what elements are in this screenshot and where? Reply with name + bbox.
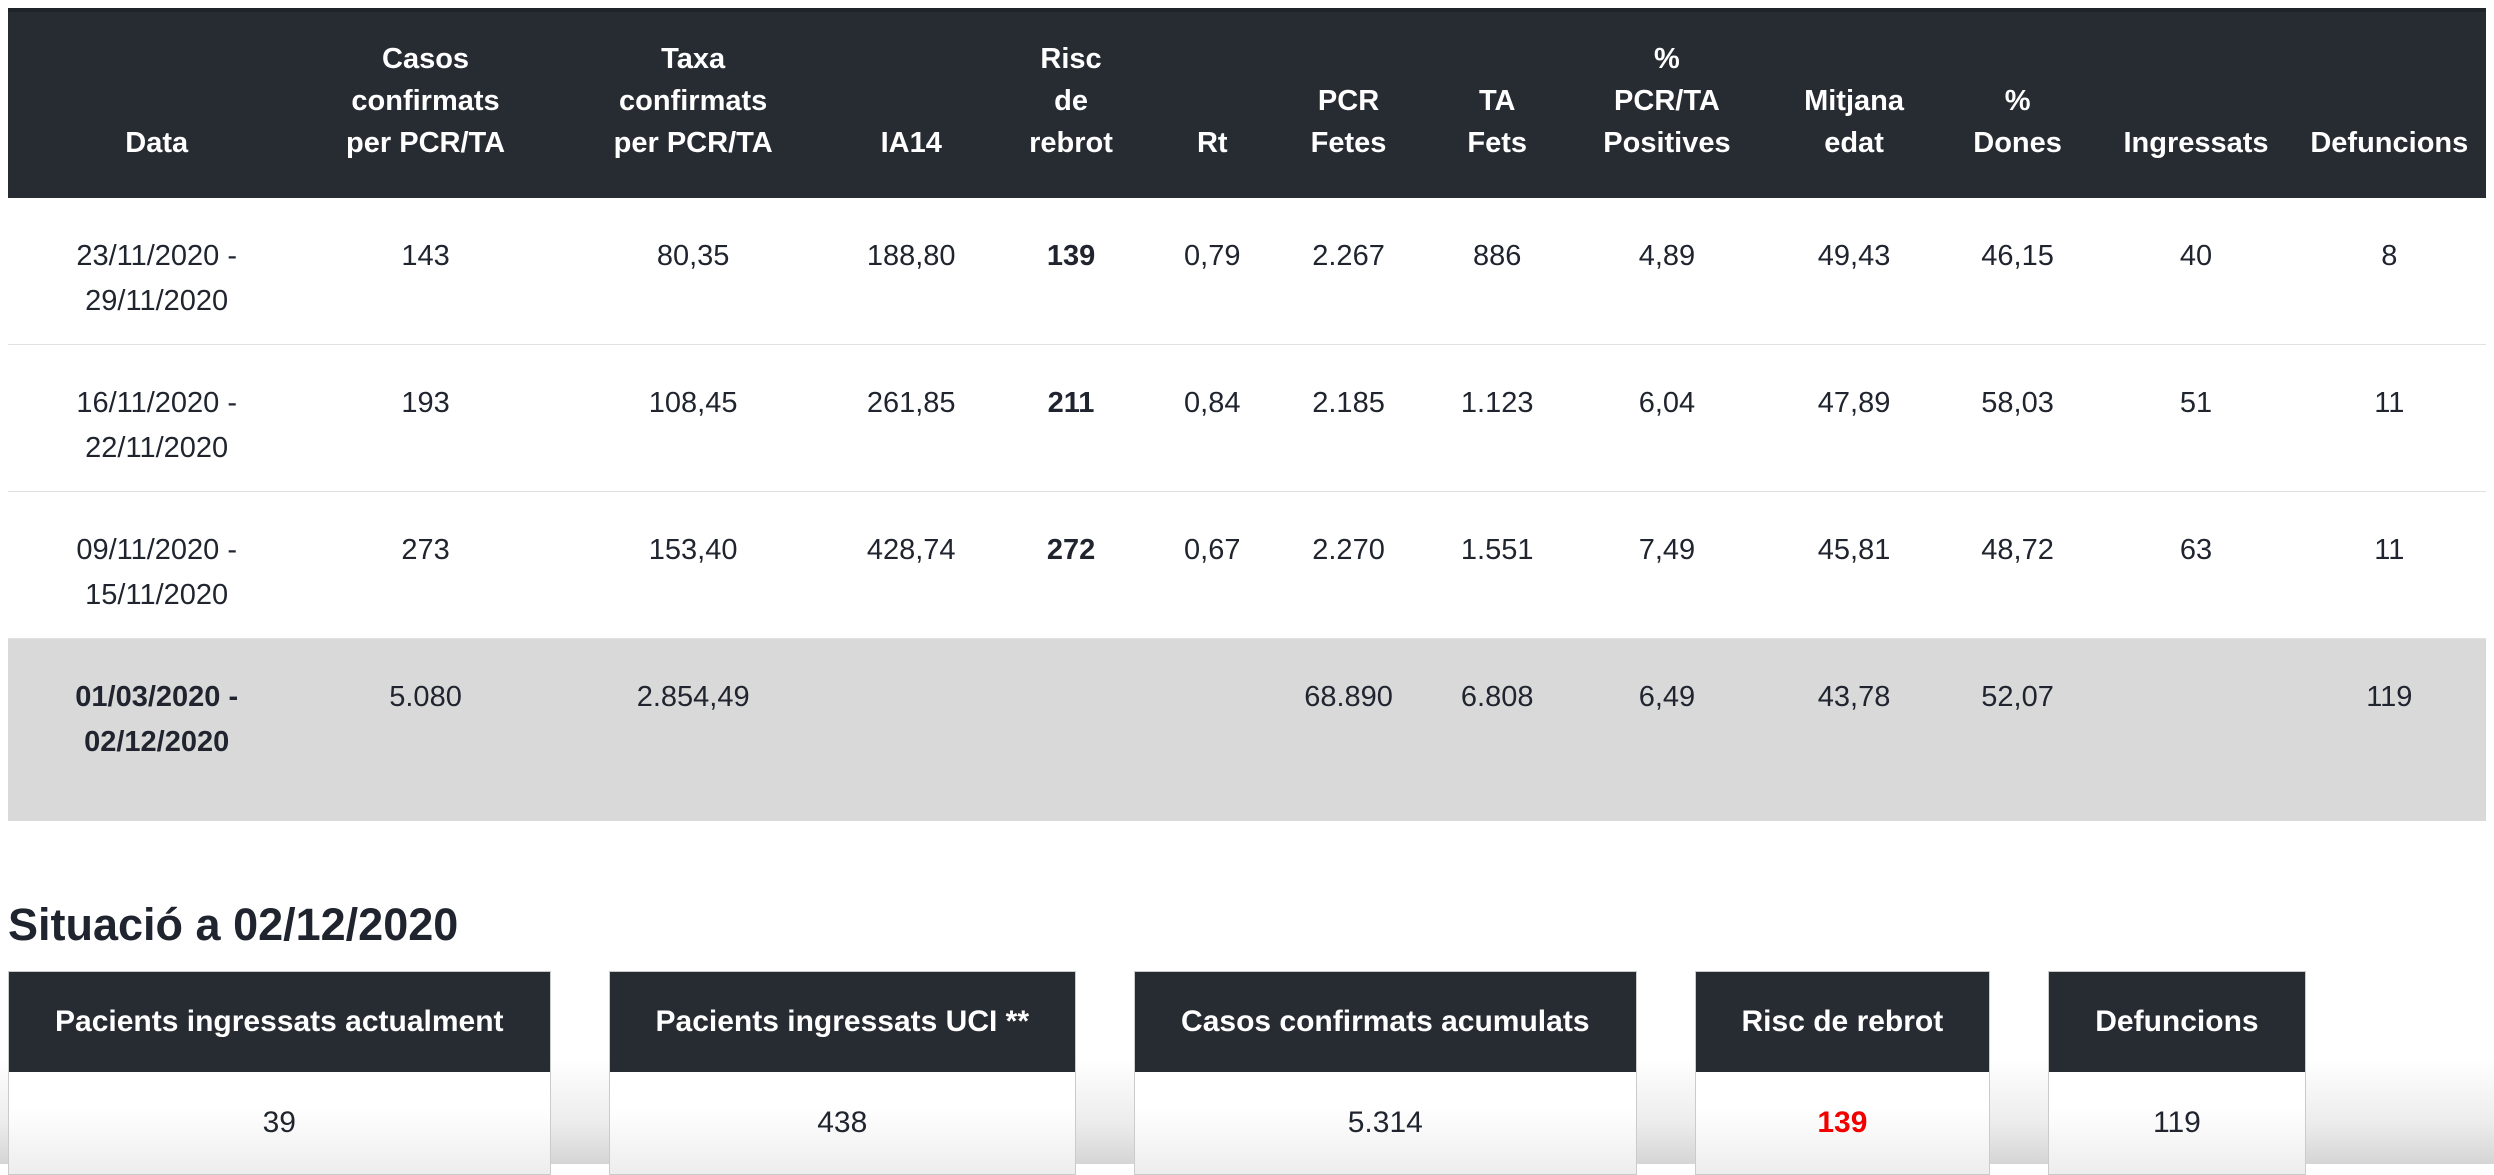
cell-mitjana-edat: 45,81 [1817, 533, 1891, 566]
cell-ingressats: 63 [2179, 533, 2213, 566]
cell-taxa: 108,45 [648, 387, 738, 420]
cell-rt: 0,84 [1184, 387, 1241, 420]
header-ta-fets: TA Fets [1433, 10, 1562, 198]
card-title: Casos confirmats acumulats [1135, 972, 1635, 1072]
card-value: 5.314 [1135, 1072, 1635, 1174]
cell-ta-fets: 1.123 [1460, 387, 1534, 420]
cell-casos: 273 [401, 533, 450, 566]
cell-ia14: 428,74 [866, 533, 956, 566]
cell-ta-fets: 1.551 [1460, 533, 1534, 566]
cell-rt: 0,79 [1184, 240, 1241, 273]
cell-defuncions: 11 [2374, 533, 2405, 566]
cell-taxa: 153,40 [648, 533, 738, 566]
cell-mitjana-edat: 49,43 [1817, 240, 1891, 273]
card-title: Pacients ingressats actualment [9, 972, 550, 1072]
cell-ingressats: 40 [2179, 240, 2213, 273]
card-title: Pacients ingressats UCI ** [610, 972, 1076, 1072]
cell-ingressats: 51 [2179, 387, 2213, 420]
situation-cards [8, 971, 2486, 1175]
cell-casos: 143 [401, 240, 450, 273]
cell-pcr-fetes: 2.270 [1312, 533, 1385, 566]
cell-rt: 0,67 [1184, 533, 1241, 566]
header-ingressats: Ingressats [2099, 10, 2292, 198]
card-value: 438 [610, 1072, 1076, 1174]
card-value: 119 [2049, 1072, 2304, 1174]
cell-defuncions: 11 [2374, 387, 2405, 420]
cell-positives: 6,04 [1638, 387, 1696, 420]
card-title: Defuncions [2049, 972, 2304, 1072]
cell-pcr-fetes: 2.267 [1312, 240, 1385, 273]
table-row-week-1 [8, 198, 2486, 344]
cell-defuncions: 119 [2366, 680, 2413, 713]
card-defuncions [2048, 971, 2305, 1175]
table-summary-row-total [8, 638, 2486, 820]
header-data: Data [8, 10, 305, 198]
header-pcr-ta-positives: % PCR/TA Positives [1562, 10, 1773, 198]
weekly-stats-table [8, 8, 2486, 821]
cell-ingressats [2099, 638, 2292, 820]
cell-rt [1160, 638, 1264, 820]
card-risc-de-rebrot [1695, 971, 1991, 1175]
cell-ta-fets: 6.808 [1460, 680, 1534, 713]
header-pcr-fetes: PCR Fetes [1264, 10, 1433, 198]
cell-data: 09/11/2020 - 15/11/2020 [76, 533, 238, 611]
card-title: Risc de rebrot [1696, 972, 1990, 1072]
cell-dones: 52,07 [1981, 680, 2054, 713]
header-casos-confirmats: Casos confirmats per PCR/TA [305, 10, 545, 198]
table-row-week-2 [8, 345, 2486, 492]
cell-risc-rebrot-alert: 211 [1047, 387, 1095, 420]
cell-data: 16/11/2020 - 22/11/2020 [76, 387, 238, 464]
cell-pcr-fetes: 68.890 [1304, 680, 1393, 713]
cell-ia14: 261,85 [866, 387, 956, 420]
cell-dones: 46,15 [1981, 240, 2054, 273]
cell-ta-fets: 886 [1473, 240, 1522, 273]
header-rt: Rt [1160, 10, 1264, 198]
cell-mitjana-edat: 47,89 [1817, 387, 1891, 420]
card-pacients-ingressats-actualment [8, 971, 551, 1175]
table-header-row [8, 10, 2486, 198]
card-pacients-ingressats-uci [609, 971, 1077, 1175]
header-defuncions: Defuncions [2293, 10, 2486, 198]
cell-casos: 193 [401, 387, 450, 420]
card-casos-confirmats-acumulats [1134, 971, 1636, 1175]
header-dones: % Dones [1936, 10, 2100, 198]
cell-positives: 7,49 [1638, 533, 1696, 566]
cell-positives: 6,49 [1638, 680, 1696, 713]
cell-risc-rebrot [982, 638, 1160, 820]
card-value-alert: 139 [1696, 1072, 1990, 1174]
header-taxa-confirmats: Taxa confirmats per PCR/TA [546, 10, 841, 198]
cell-data: 23/11/2020 - 29/11/2020 [76, 240, 238, 318]
cell-ia14: 188,80 [866, 240, 956, 273]
cell-mitjana-edat: 43,78 [1817, 680, 1891, 713]
cell-dones: 48,72 [1981, 533, 2054, 566]
cell-data: 01/03/2020 - 02/12/2020 [75, 680, 239, 758]
cell-taxa: 80,35 [656, 240, 730, 273]
cell-casos: 5.080 [389, 680, 462, 713]
table-row-week-3 [8, 491, 2486, 638]
header-risc-de-rebrot: Risc de rebrot [982, 10, 1160, 198]
cell-risc-rebrot-alert: 139 [1046, 240, 1096, 273]
cell-dones: 58,03 [1981, 387, 2054, 420]
cell-taxa: 2.854,49 [636, 680, 750, 713]
cell-pcr-fetes: 2.185 [1312, 387, 1385, 420]
card-value: 39 [9, 1072, 550, 1174]
situation-section-title: Situació a 02/12/2020 [8, 898, 459, 950]
header-mitjana-edat: Mitjana edat [1772, 10, 1936, 198]
header-ia14: IA14 [841, 10, 982, 198]
cell-positives: 4,89 [1638, 240, 1696, 273]
cell-defuncions: 8 [2381, 240, 2398, 273]
cell-ia14 [841, 638, 982, 820]
cell-risc-rebrot-alert: 272 [1046, 533, 1096, 566]
